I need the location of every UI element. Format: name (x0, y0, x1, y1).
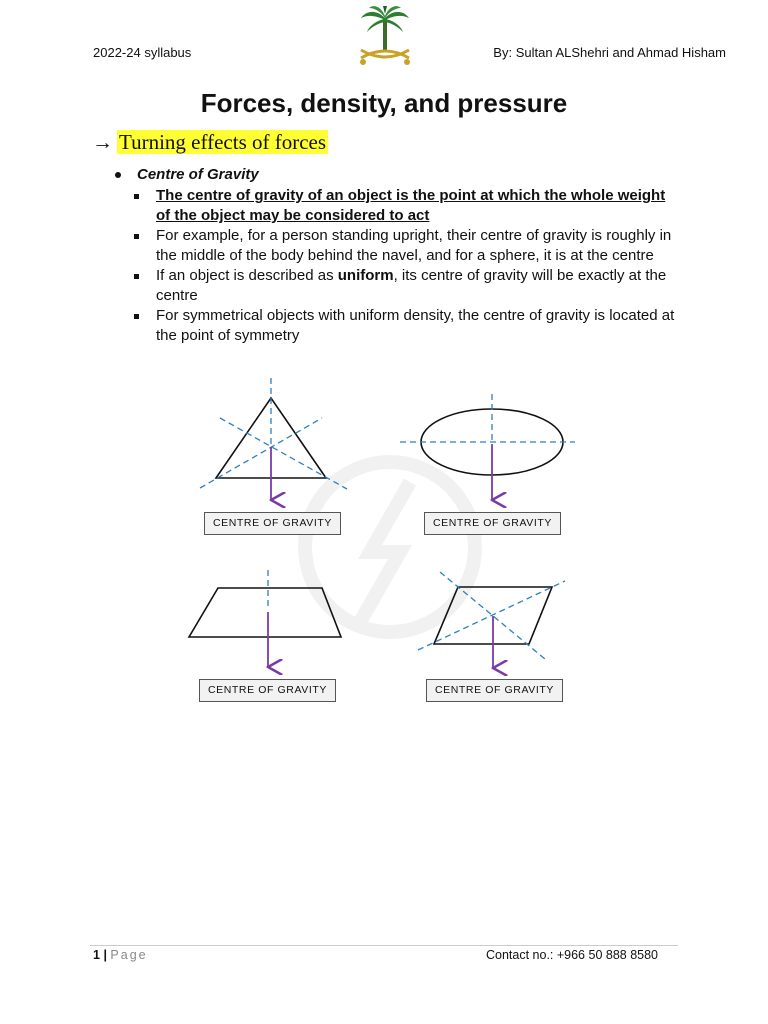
topic-points (156, 186, 681, 346)
symmetry-point (156, 306, 681, 346)
centre-of-gravity-label: CENTRE OF GRAVITY (199, 679, 336, 702)
section-heading (92, 130, 328, 155)
example-point (156, 226, 681, 266)
bullet-dot-icon (115, 172, 121, 178)
uniform-text-after: , its centre of gravity will be exactly at the centre (156, 267, 667, 304)
centre-of-gravity-label: CENTRE OF GRAVITY (424, 512, 561, 535)
footer-page (93, 948, 148, 962)
symmetry-text: For symmetrical objects with uniform density, the centre of gravity is located at the point of symmetry (156, 307, 675, 344)
ellipse-shape (400, 394, 575, 500)
palm-swords-emblem-icon (355, 4, 415, 72)
right-arrow-icon: → (92, 130, 113, 154)
uniform-text-before: If an object is described as (156, 267, 338, 284)
example-text: For example, for a person standing upright, their centre of gravity is roughly in the middle of the body behind the navel, and for a sphere, it is at the centre (156, 227, 672, 264)
page-number: 1 (93, 948, 100, 962)
page-title: Forces, density, and pressure (200, 88, 568, 118)
centre-of-gravity-label: CENTRE OF GRAVITY (204, 512, 341, 535)
definition-text: The centre of gravity of an object is the point at which the whole weight of the object may be considered to act (156, 187, 666, 224)
header-syllabus: 2022-24 syllabus (93, 45, 192, 60)
topic-bullet (115, 166, 259, 183)
footer-contact: Contact no.: +966 50 888 8580 (485, 948, 658, 962)
section-heading-text: Turning effects of forces (119, 130, 327, 154)
square-bullet-icon (134, 234, 139, 239)
footer-divider (90, 945, 678, 946)
diagram-canvas (180, 372, 580, 712)
centre-of-gravity-label: CENTRE OF GRAVITY (426, 679, 563, 702)
triangle-shape (200, 378, 347, 500)
square-bullet-icon (134, 274, 139, 279)
header-authors: By: Sultan ALShehri and Ahmad Hisham (493, 45, 726, 60)
page-word: Page (110, 948, 148, 962)
topic-label: Centre of Gravity (137, 166, 259, 183)
square-bullet-icon (134, 194, 139, 199)
definition-point (156, 186, 681, 226)
square-bullet-icon (134, 314, 139, 319)
uniform-keyword: uniform (337, 267, 394, 284)
page-separator: | (103, 948, 107, 962)
uniform-point (156, 266, 681, 306)
